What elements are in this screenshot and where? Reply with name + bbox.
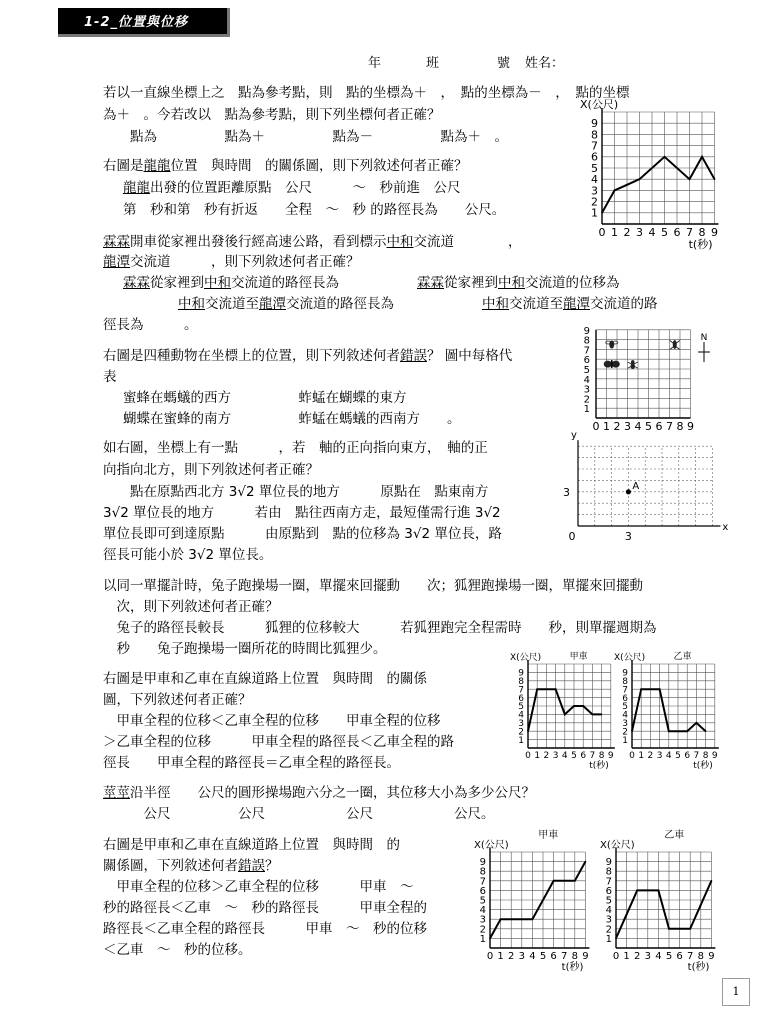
q7-line5: 徑長 甲車全程的路徑長＝乙車全程的路徑長。 [103,755,400,771]
y-tick-label: 5 [479,895,486,907]
q5-line4: 3√2 單位長的地方 若由 點往西南方走，最短僅需行進 3√2 [103,505,501,521]
x-tick-label: 0 [525,751,531,761]
y-tick-label: 3 [583,384,590,396]
y-tick-label: 9 [591,117,598,131]
y-tick-label: 3 [518,718,524,729]
y-tick-label: 6 [518,693,524,704]
x-tick-label: 6 [655,420,663,433]
y-tick-label: 1 [622,735,628,746]
q2-position-time-graph [578,98,728,251]
x-tick-label: 3 [636,226,643,239]
chart-title: 乙車 [673,652,692,662]
y-tick-label: 8 [479,866,486,878]
y-axis-label: X(公尺) [510,653,542,663]
y-tick-label: 2 [591,195,598,209]
x-tick-label: 2 [634,951,641,962]
grasshopper-icon [670,340,680,350]
y-axis-label: X(公尺) [474,840,509,851]
x-tick-label: 6 [676,951,683,962]
y-tick-label: 3 [605,914,612,926]
x-axis-label: t(秒) [589,761,609,771]
x-tick-label: 8 [697,951,704,962]
q4-line1: 右圖是四種動物在坐標上的位置，則下列敘述何者錯誤？ 圖中每格代 [103,348,513,364]
q4-line4: 蝴蝶在蜜蜂的南方 蚱蜢在螞蟻的西南方 。 [123,411,461,427]
x-tick-label: 6 [550,951,557,962]
data-point [639,178,641,180]
x-axis-label: t(秒) [688,238,713,251]
q7-car-a-graph [508,650,620,771]
y-tick-label: 2 [605,924,612,936]
y-tick-label: 4 [479,905,486,917]
data-point [536,688,538,690]
y-tick-label: 7 [518,685,524,696]
y-tick-label: 7 [622,685,628,696]
q7-car-b-graph [612,650,720,771]
y-tick-label: 7 [479,876,486,888]
y-tick-label: 3 [563,485,570,499]
q5-line3: 點在原點西北方 3√2 單位長的地方 原點在 點東南方 [103,484,489,500]
y-tick-label: 4 [518,710,524,721]
data-point [601,212,603,214]
y-tick-label: 9 [605,857,612,869]
y-tick-label: 5 [605,895,612,907]
chart-title: 甲車 [538,830,559,841]
q9-line1: 右圖是甲車和乙車在直線道路上位置 與時間 的 [103,837,400,853]
data-point [686,730,688,732]
x-tick-label: 8 [598,751,605,761]
data-point [614,190,616,192]
q2-line1: 右圖是龍龍位置 與時間 的關係圖，則下列敘述何者正確？ [103,158,468,174]
q3-line1: 霖霖開車從家裡出發後行經高速公路，看到標示中和交流道 ， [103,234,522,250]
y-axis-label: X(公尺) [580,98,619,111]
y-tick-label: 5 [622,702,628,713]
x-tick-label: 7 [589,751,596,761]
body [673,340,677,349]
q9-car-a-graph [472,828,594,974]
x-tick-label: 5 [539,951,547,962]
y-tick-label: 8 [605,866,612,878]
name-label: 姓名： [525,56,565,71]
data-point [553,880,555,882]
y-tick-label: 6 [479,885,486,897]
q5-line6: 徑長可能小於 3√2 單位長。 [103,547,273,563]
y-tick-label: 8 [583,335,590,347]
x-axis-label: t(秒) [561,962,584,973]
x-tick-label: 0 [612,951,620,962]
x-tick-label: 2 [623,226,631,239]
x-tick-label: 7 [561,951,568,962]
body [611,360,613,368]
q6-line2: 次，則下列敘述何者正確？ [103,599,279,615]
chart-title: 甲車 [569,652,588,662]
data-point [601,714,603,716]
q9-line2: 關係圖，下列敘述何者錯誤？ [103,858,279,874]
y-tick-label: 6 [605,885,612,897]
data-point [615,938,617,940]
q4-line2: 表 [103,369,117,385]
y-tick-label: 1 [591,206,598,220]
y-tick-label: 3 [622,718,628,729]
data-point [668,730,670,732]
y-tick-label: 4 [591,173,598,187]
x-tick-label: 9 [607,751,614,761]
x-tick-label: 2 [613,420,621,433]
y-tick-label: 7 [605,876,612,888]
x-tick-label: 7 [693,751,700,761]
x-tick-label: 4 [529,951,536,962]
seat-label: 號 [497,56,511,71]
x-tick-label: 2 [543,751,550,761]
q2-line2: 龍龍出發的位置距離原點 公尺 ～ 秒前進 公尺 [123,180,461,196]
x-tick-label: 4 [561,751,568,761]
y-tick-label: 4 [605,905,612,917]
point-a [626,489,631,494]
x-tick-label: 6 [684,751,691,761]
q1-line2: 為＋ 。今若改以 點為參考點，則下列坐標何者正確？ [103,107,441,123]
y-tick-label: 1 [479,933,486,945]
y-tick-label: 8 [622,676,628,687]
data-point [631,730,633,732]
y-tick-label: 8 [518,676,524,687]
q5-line5: 單位長即可到達原點 由原點到 點的位移為 3√2 單位長，路 [103,526,502,542]
y-axis-label: X(公尺) [600,840,635,851]
x-tick-label: 9 [687,420,694,433]
q3-line4: 中和交流道至龍潭交流道的路徑長為 中和交流道至龍潭交流道的路 [178,296,658,312]
y-tick-label: 2 [583,394,590,406]
q3-line3: 霖霖從家裡到中和交流道的路徑長為 霖霖從家裡到中和交流道的位移為 [123,275,620,291]
data-point [532,918,534,920]
data-point [689,928,691,930]
q9-line4: 秒的路徑長＜乙車 ～ 秒的路徑長 甲車全程的 [103,900,427,916]
data-point [658,890,660,892]
class-label: 班 [426,56,440,71]
y-tick-label: 2 [479,924,486,936]
x-tick-label: 8 [571,951,578,962]
x-tick-label: 1 [623,951,630,962]
wing-right [612,361,620,368]
data-point [696,722,698,724]
point-a-label: A [632,480,640,492]
y-tick-label: 9 [583,325,590,337]
year-label: 年 [368,56,382,71]
y-tick-label: 9 [518,668,524,679]
x-tick-label: 4 [665,751,672,761]
y-tick-label: 1 [583,404,590,416]
q9-car-b-graph [598,828,718,974]
q6-line4: 秒 兔子跑操場一圈所花的時間比狐狸少。 [103,641,387,657]
y-tick-label: 3 [479,914,486,926]
y-tick-label: 9 [479,857,486,869]
y-tick-label: 5 [518,702,524,713]
x-tick-label: 1 [534,751,541,761]
x-tick-label: 7 [687,951,694,962]
data-point [640,688,642,690]
q2-line3: 第 秒和第 秒有折返 全程 ～ 秒 的路徑長為 公尺。 [123,202,506,218]
q1-options: 點為 點為＋ 點為－ 點為＋ 。 [103,129,508,145]
q7-line3: 甲車全程的位移＜乙車全程的位移 甲車全程的位移 [103,713,441,729]
q9-line3: 甲車全程的位移＞乙車全程的位移 甲車 ～ [103,879,414,895]
x-tick-label: 1 [497,951,504,962]
data-point [574,880,576,882]
q5-coordinate-graph [560,430,729,546]
data-point [636,890,638,892]
x-tick-label: 6 [580,751,587,761]
y-axis-label: y [571,430,577,442]
x-tick-label: 9 [711,751,718,761]
x-axis-label: t(秒) [687,962,710,973]
data-point [500,918,502,920]
x-tick-label: 4 [634,420,642,433]
y-tick-label: 8 [591,128,598,142]
y-tick-label: 9 [622,668,628,679]
y-tick-label: 5 [591,161,598,175]
x-tick-label: 8 [698,226,706,239]
q9-line6: ＜乙車 ～ 秒的位移。 [103,942,252,958]
x-tick-label: 5 [665,951,673,962]
y-tick-label: 3 [591,184,598,198]
wing-left [604,361,612,368]
x-tick-label: 8 [702,751,709,761]
data-point [527,730,529,732]
data-point [592,714,594,716]
data-point [689,178,691,180]
x-tick-label: 3 [552,751,559,761]
x-tick-label: 1 [638,751,645,761]
q9-line5: 路徑長＜乙車全程的路徑長 甲車 ～ 秒的位移 [103,921,427,937]
x-tick-label: 0 [486,951,494,962]
x-tick-label: 0 [629,751,635,761]
data-point [489,938,491,940]
q3-line5: 徑長為 。 [103,317,198,333]
y-tick-label: 4 [622,710,628,721]
q5-line2: 向指向北方，則下列敘述何者正確？ [103,462,319,478]
x-tick-label: 8 [676,420,684,433]
data-point [711,880,713,882]
x-tick-label: 4 [648,226,656,239]
x-tick-label: 4 [655,951,662,962]
x-tick-label: 3 [518,951,525,962]
q8-line2: 公尺 公尺 公尺 公尺。 [103,806,495,822]
y-tick-label: 6 [591,150,598,164]
data-point [555,688,557,690]
q7-line1: 右圖是甲車和乙車在直線道路上位置 與時間 的關係 [103,671,427,687]
north-label: N [700,333,708,343]
y-tick-label: 6 [622,693,628,704]
chart-title: 乙車 [664,830,685,841]
y-tick-label: 5 [583,365,590,376]
x-tick-label: 6 [673,226,681,239]
y-tick-label: 2 [622,727,628,738]
q4-animal-grid [576,324,718,436]
x-tick-label: 1 [603,420,610,433]
x-tick-label: 5 [675,751,681,761]
data-point [564,714,566,716]
y-tick-label: 7 [583,345,590,357]
q8-line1: 莖莖沿半徑 公尺的圓形操場跑六分之一圈，其位移大小為多少公尺？ [103,785,535,801]
x-tick-label: 3 [624,420,631,433]
x-tick-label: 7 [666,420,673,433]
y-tick-label: 1 [605,933,612,945]
data-point [664,156,666,158]
x-tick-label: 7 [686,226,693,239]
data-point [659,688,661,690]
y-tick-label: 4 [583,374,590,386]
q3-line2: 龍潭交流道 ，則下列敘述何者正確？ [103,254,360,270]
q5-line1: 如右圖，坐標上有一點 ，若 軸的正向指向東方， 軸的正 [103,440,488,456]
q7-line4: ＞乙車全程的位移 甲車全程的路徑長＜乙車全程的路 [103,734,454,750]
data-point [585,861,587,863]
y-tick-label: 6 [583,355,590,367]
data-point [705,730,707,732]
x-tick-label: 2 [508,951,515,962]
y-tick-label: 2 [518,727,524,738]
x-tick-label: 2 [647,751,654,761]
page-number: 1 [722,978,750,1006]
q1-line1: 若以一直線坐標上之 點為參考點，則 點的坐標為＋ ， 點的坐標為－ ， 點的坐標 [103,85,630,101]
ant-icon [628,360,638,369]
q6-line1: 以同一單擺計時，兔子跑操場一圈，單擺來回擺動 次；狐狸跑操場一圈，單擺來回擺動 [103,578,643,594]
x-tick-label: 9 [582,951,589,962]
x-tick-label: 3 [624,530,632,543]
butterfly-icon [604,360,620,368]
q7-line2: 圖，下列敘述何者正確？ [103,692,252,708]
y-tick-label: 7 [591,139,598,153]
x-tick-label: 3 [656,751,663,761]
x-tick-label: 9 [711,226,718,239]
y-tick-label: 1 [518,735,524,746]
x-axis-label: x [722,522,729,533]
section-tab: 1-2_位置與位移 [58,8,230,37]
series-line [602,157,715,213]
q6-line3: 兔子的路徑長較長 狐狸的位移較大 若狐狸跑完全程需時 秒，則單擺週期為 [103,620,657,636]
y-axis-label: X(公尺) [614,653,646,663]
x-tick-label: 5 [571,751,577,761]
data-point [701,156,703,158]
x-tick-label: 1 [611,226,618,239]
data-point [714,178,716,180]
x-tick-label: 0 [598,226,606,239]
data-point [582,705,584,707]
data-point [573,705,575,707]
x-tick-label: 0 [592,420,600,433]
data-point [668,928,670,930]
x-axis-label: t(秒) [693,761,713,771]
x-tick-label: 5 [661,226,668,239]
bee-icon [606,341,618,349]
q4-line3: 蜜蜂在螞蟻的西方 蚱蜢在蝴蝶的東方 [123,390,407,406]
x-tick-label: 9 [708,951,715,962]
x-tick-label: 3 [644,951,651,962]
x-tick-label: 5 [645,420,652,433]
x-tick-label: 0 [568,530,576,543]
